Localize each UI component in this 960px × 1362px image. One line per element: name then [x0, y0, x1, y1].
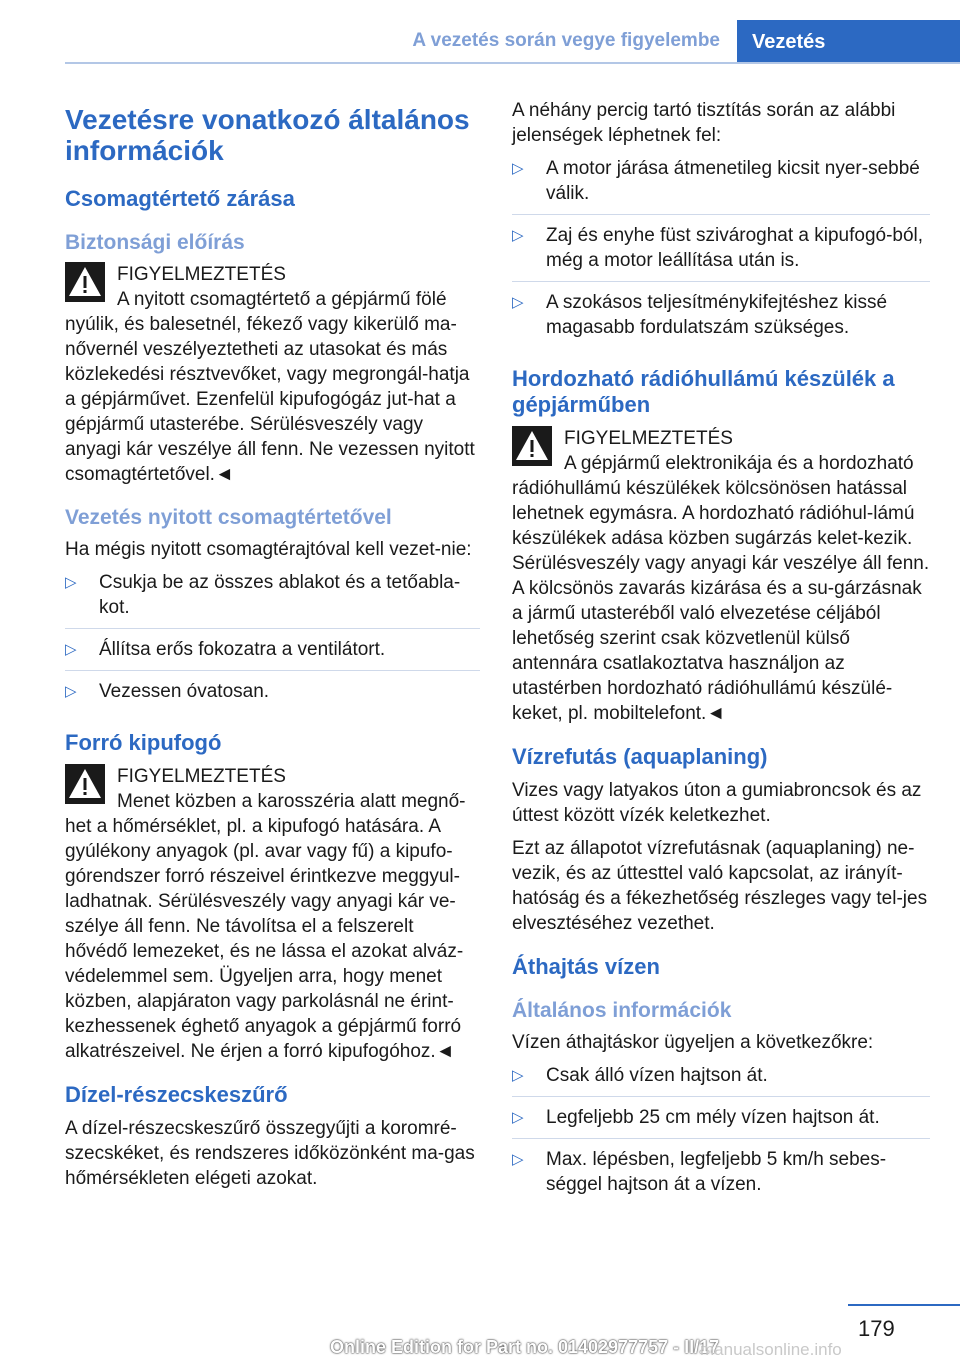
warning-text: A nyitott csomagtértető a gépjármű fölé nyúlik, és balesetnél, fékező vagy kikerülő ma-nővernél veszélyeztetheti az utasokat és más közlekedési résztvevőket, vagy megrongál-hatja a gépjárművet. Ezenfelül kipufogógáz jut-hat a gépjármű utasterébe. Sérülésveszély vagy anyagi kár veszélye áll fenn. Ne vezessen nyitott csomagtértetővel.◄	[65, 289, 475, 485]
warning-label: FIGYELMEZTETÉS	[564, 428, 733, 449]
paragraph: Vizes vagy latyakos úton a gumiabroncsok és az úttest között vízék keletkezhet.	[512, 780, 922, 826]
bullet-icon: ▷	[512, 227, 524, 244]
bullet-icon: ▷	[65, 641, 77, 658]
footer-edition: Online Edition for Part no. 01402977757 - II/17	[330, 1337, 720, 1357]
bullet-icon: ▷	[512, 294, 524, 311]
bullet-icon: ▷	[512, 1151, 524, 1168]
heading-diesel-filter: Dízel-részecskeszűrő	[65, 1082, 288, 1107]
warning-icon	[512, 426, 552, 466]
heading-aquaplaning: Vízrefutás (aquaplaning)	[512, 744, 768, 769]
page-number: 179	[858, 1316, 895, 1341]
page-title: Vezetésre vonatkozó általános információk	[65, 104, 470, 166]
bullet-icon: ▷	[512, 160, 524, 177]
list-item: ▷ Max. lépésben, legfeljebb 5 km/h sebes-séggel hajtson át a vízen.	[512, 1149, 887, 1195]
warning-block	[65, 262, 480, 487]
bullet-icon: ▷	[65, 683, 77, 700]
warning-label: FIGYELMEZTETÉS	[117, 264, 286, 285]
paragraph: A dízel-részecskeszűrő összegyűjti a koromré-szecskéket, és rendszeres időközönként ma-gas hőmérsékleten elégeti azokat.	[65, 1118, 475, 1189]
header-section-tab: Vezetés	[737, 20, 960, 62]
bullet-icon: ▷	[512, 1109, 524, 1126]
page-number-rule	[848, 1304, 960, 1306]
warning-text: Menet közben a karosszéria alatt megnő-het a hőmérséklet, pl. a kipufogó hatására. A gyúlékony anyagok (pl. avar vagy fű) a kipufo-górendszer forró részeivel érintkezve meggyul-ladhatnak. Sérülésveszély vagy anyagi kár ve-szélye áll fenn. Ne távolítsa el a felszerelt hővédő lemezeket, és ne lássa el azokat alváz-védelemmel sem. Ügyeljen arra, hogy menet közben, alapjáraton vagy parkolásnál ne érint-kezhessenek éghető anyagok a gépjármű forró alkatrészeivel. Ne érjen a forró kipufogóhoz.◄	[65, 791, 466, 1062]
list-item: ▷ Állítsa erős fokozatra a ventilátort.	[65, 637, 480, 671]
paragraph: Vízen áthajtáskor ügyeljen a következőkre:	[512, 1032, 874, 1053]
right-column	[512, 98, 930, 1215]
warning-label: FIGYELMEZTETÉS	[117, 766, 286, 787]
subheading-general-info: Általános információk	[512, 999, 732, 1022]
bullet-list	[65, 570, 480, 712]
bullet-icon: ▷	[512, 1067, 524, 1084]
bullet-list	[512, 156, 930, 348]
paragraph: Ezt az állapotot vízrefutásnak (aquaplaning) ne-vezik, és az úttesttel való kapcsolat, az irányít-hatóság és a fékezhetőség részleges vagy tel-jes elvesztéséhez vezethet.	[512, 838, 928, 934]
list-item: ▷ Csak álló vízen hajtson át.	[512, 1063, 930, 1097]
watermark: manualsonline.info	[700, 1340, 842, 1359]
bullet-list	[512, 1063, 930, 1205]
list-item: ▷ A motor járása átmenetileg kicsit nyer-sebbé válik.	[512, 156, 930, 215]
list-item: ▷ Legfeljebb 25 cm mély vízen hajtson át.	[512, 1105, 930, 1139]
heading-hot-exhaust: Forró kipufogó	[65, 730, 222, 755]
heading-portable-radio: Hordozható rádióhullámú készülék a gépjárműben	[512, 366, 895, 417]
header-title: A vezetés során vegye figyelembe	[412, 30, 720, 51]
warning-block	[512, 426, 930, 726]
left-column	[65, 98, 480, 1199]
list-item: ▷ A szokásos teljesítménykifejtéshez kissé magasabb fordulatszám szükséges.	[512, 292, 888, 338]
warning-icon	[65, 764, 105, 804]
list-item: ▷ Csukja be az összes ablakot és a tetőabla-kot.	[65, 570, 480, 629]
warning-text: A gépjármű elektronikája és a hordozható rádióhullámú készülékek kölcsönösen hatással lehetnek egymásra. A hordozható rádióhul-lámú készülékek adása közben sugárzás kelet-kezik. Sérülésveszély vagy anyagi kár veszélye áll fenn. A kölcsönös zavarás kizárása és a su-gárzásnak a jármű utasteréből való elvezetése céljából lehetőség szerint csak közvetlenül külső antennára csatlakoztatva használjon az utastérben hordozható rádióhullámú készülé-keket, pl. mobiltelefont.◄	[512, 453, 930, 724]
bullet-icon: ▷	[65, 574, 77, 591]
list-item: ▷ Vezessen óvatosan.	[65, 681, 270, 702]
paragraph: A néhány percig tartó tisztítás során az alábbi jelenségek léphetnek fel:	[512, 100, 896, 146]
heading-water-crossing: Áthajtás vízen	[512, 954, 660, 979]
heading-trunk-lid: Csomagtértető zárása	[65, 186, 295, 211]
paragraph: Ha mégis nyitott csomagtérajtóval kell vezet-nie:	[65, 539, 472, 560]
subheading-safety: Biztonsági előírás	[65, 231, 245, 254]
warning-block	[65, 764, 480, 1064]
subheading-driving-open: Vezetés nyitott csomagtértetővel	[65, 506, 392, 529]
list-item: ▷ Zaj és enyhe füst szivároghat a kipufogó-ból, még a motor leállítása után is.	[512, 223, 930, 282]
warning-icon	[65, 262, 105, 302]
header-rule	[65, 62, 960, 64]
